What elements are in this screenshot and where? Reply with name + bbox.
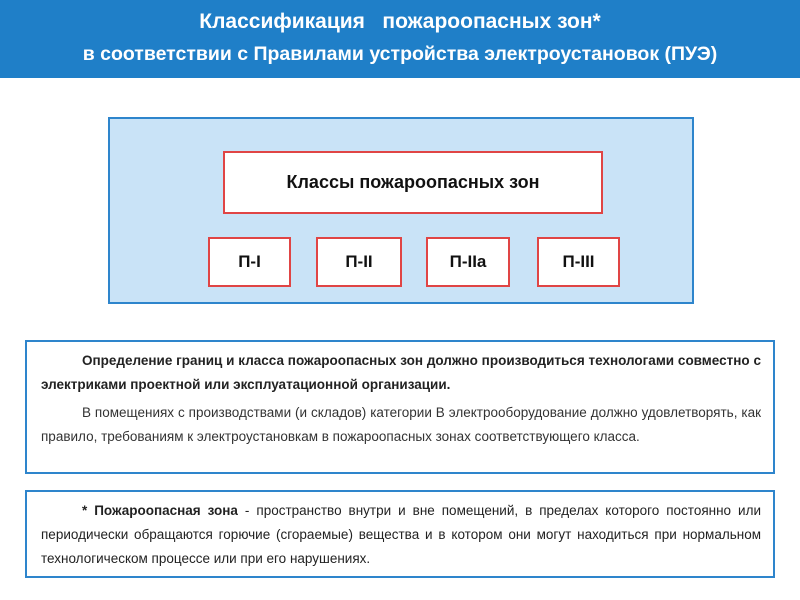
definition-paragraph <box>41 499 761 571</box>
requirements-text: В помещениях с производствами (и складов) категории В электрооборудование должно удовлетворять, как правило, требованиям к электроустановкам в пожароопасных зонах соответствующего класса. <box>41 405 761 444</box>
class-box-p2: П-II <box>316 237 402 287</box>
requirements-note <box>25 340 775 474</box>
definition-note <box>25 490 775 578</box>
slide-header <box>0 0 800 78</box>
zone-classes-box: Классы пожароопасных зон <box>223 151 603 214</box>
definition-text: - пространство внутри и вне помещений, в пределах которого постоянно или периодически обращаются горючие (сгораемые) вещества и в котором они могут находиться при нормальном технологическом процессе или при его нарушениях. <box>41 503 761 566</box>
class-box-p1: П-I <box>208 237 291 287</box>
title-line-2: в соответствии с Правилами устройства электроустановок (ПУЭ) <box>82 43 718 65</box>
definition-term: * Пожароопасная зона <box>82 503 238 518</box>
title-line-1: Классификация пожароопасных зон* <box>199 10 601 33</box>
classification-diagram <box>108 117 694 304</box>
class-box-p2a: П-IIa <box>426 237 510 287</box>
requirements-bold-text: Определение границ и класса пожароопасных зон должно производиться технологами совместно с электриками проектной или эксплуатационной организации. <box>41 353 761 392</box>
class-box-p3: П-III <box>537 237 620 287</box>
